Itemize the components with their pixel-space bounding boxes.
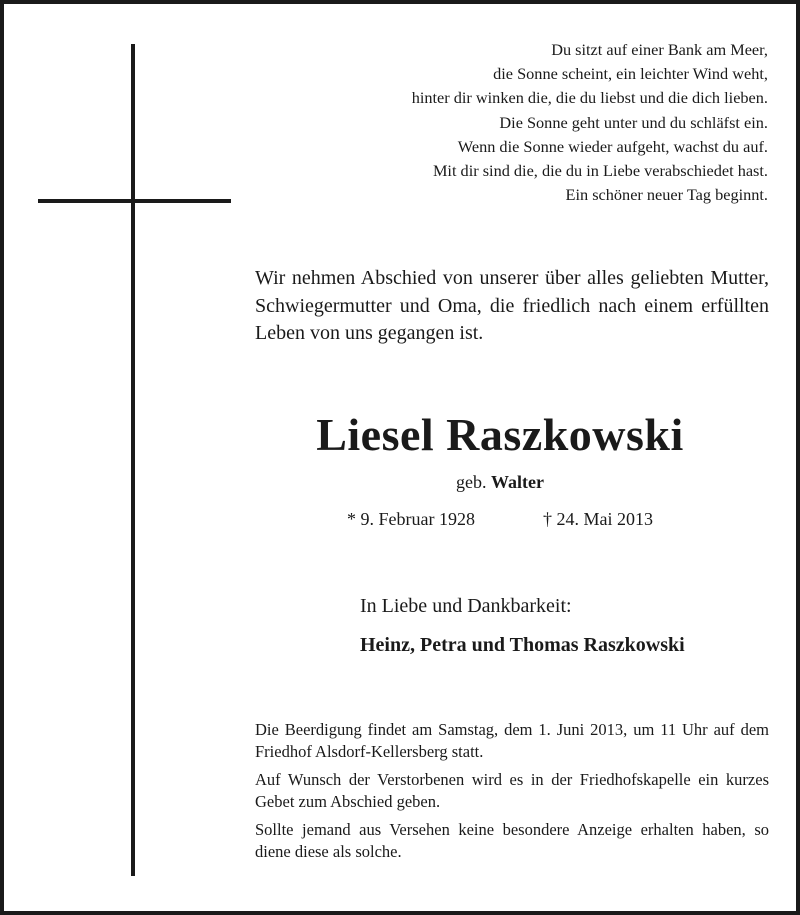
- poem: [248, 38, 768, 207]
- deceased-name: Liesel Raszkowski: [316, 409, 684, 460]
- mourners-intro: In Liebe und Dankbarkeit:: [360, 595, 572, 617]
- poem-line: Mit dir sind die, die du in Liebe verabschiedet hast.: [432, 161, 768, 181]
- cross-horizontal-bar: [38, 199, 231, 203]
- farewell-text: Wir nehmen Abschied von unserer über alles geliebten Mutter, Schwiegermutter und Oma, die friedlich nach einem erfüllten Leben von uns gegangen ist.: [255, 267, 769, 344]
- poem-line: Du sitzt auf einer Bank am Meer,: [551, 40, 768, 59]
- poem-line: Ein schöner neuer Tag beginnt.: [565, 185, 768, 205]
- funeral-note: Sollte jemand aus Versehen keine besondere Anzeige erhalten haben, so diene diese als solche.: [255, 820, 769, 861]
- funeral-note: Die Beerdigung findet am Samstag, dem 1. Juni 2013, um 11 Uhr auf dem Friedhof Alsdorf-Kellersberg statt.: [255, 720, 769, 761]
- poem-line: Die Sonne geht unter und du schläfst ein.: [499, 112, 768, 132]
- funeral-note: Auf Wunsch der Verstorbenen wird es in der Friedhofskapelle ein kurzes Gebet zum Abschied geben.: [255, 770, 769, 811]
- poem-line: die Sonne scheint, ein leichter Wind weht,: [493, 64, 768, 84]
- birth-date: * 9. Februar 1928: [347, 509, 475, 529]
- poem-line: Wenn die Sonne wieder aufgeht, wachst du auf.: [457, 136, 768, 156]
- maiden-prefix: geb.: [456, 472, 487, 492]
- death-date: † 24. Mai 2013: [543, 509, 653, 529]
- cross-vertical-bar: [131, 44, 135, 876]
- mourners-names: Heinz, Petra und Thomas Raszkowski: [360, 634, 685, 656]
- funeral-notes: [255, 719, 769, 869]
- poem-line: hinter dir winken die, die du liebst und die dich lieben.: [411, 88, 768, 108]
- maiden-name-line: [180, 470, 800, 494]
- maiden-name: Walter: [491, 472, 544, 492]
